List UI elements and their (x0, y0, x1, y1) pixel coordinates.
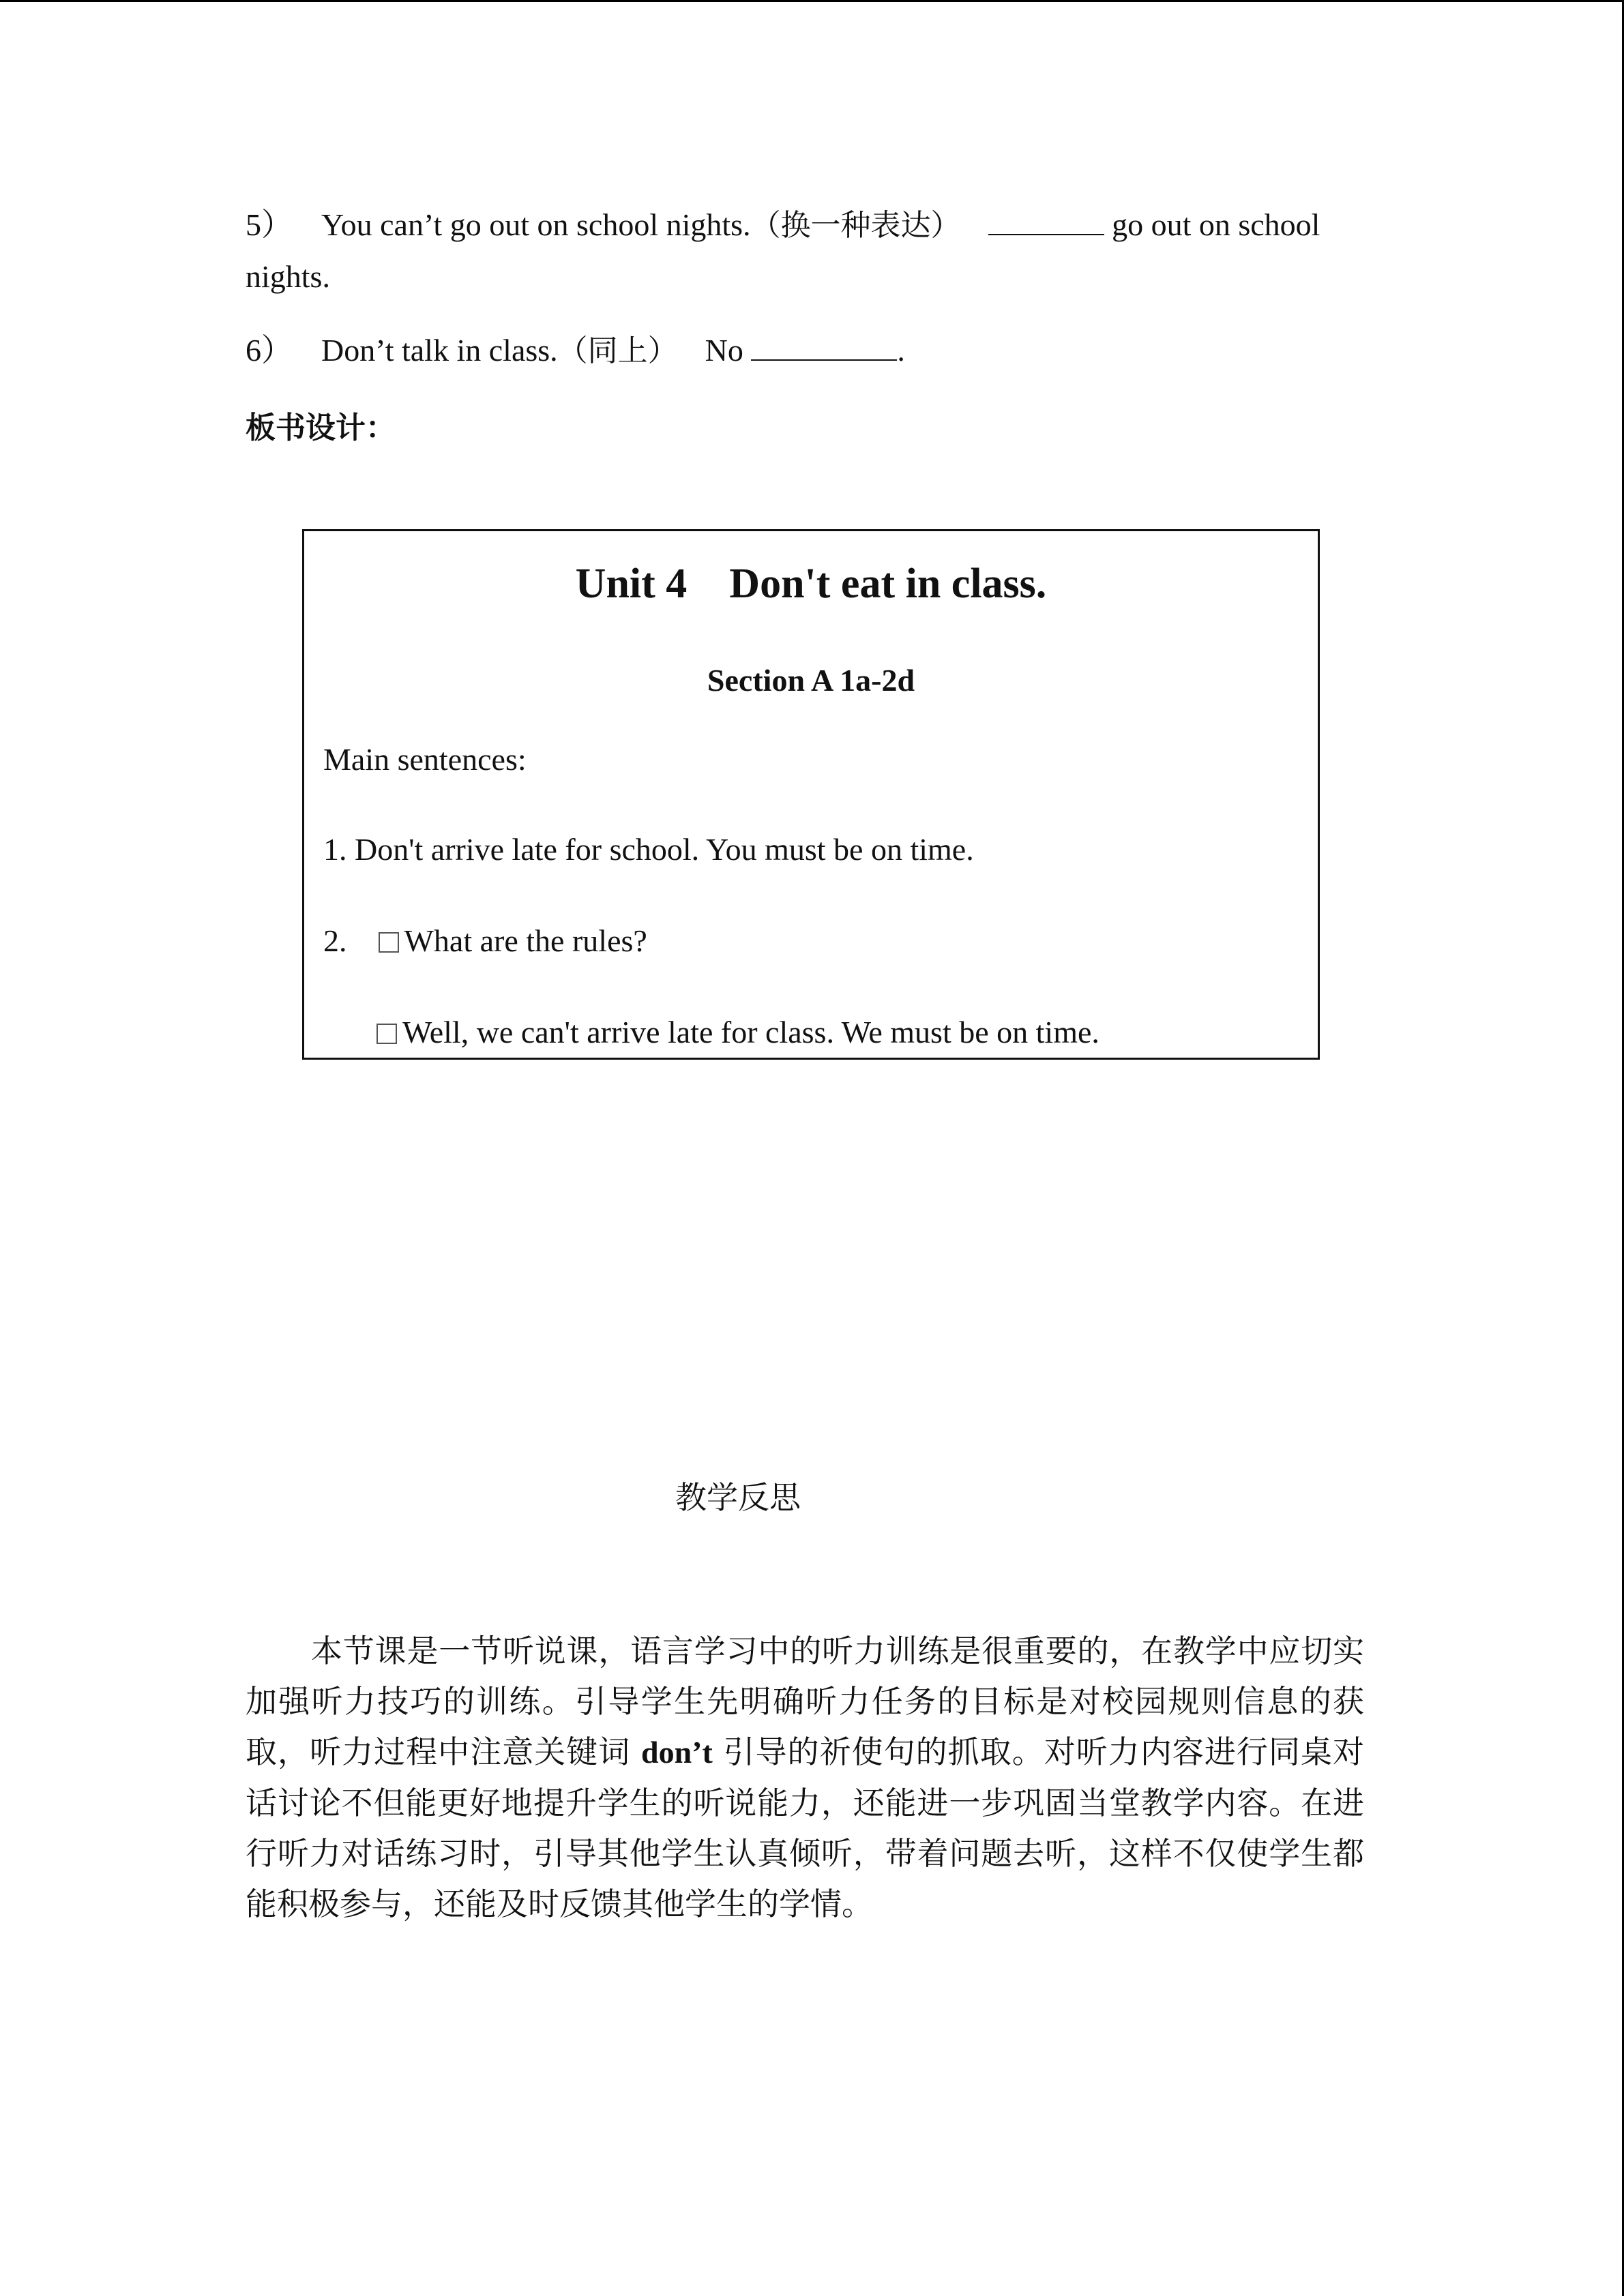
reflection-part-1: 本节课是一节听说课，语言学习中的听力训练是很重要的，在教学中应切实加强听力技巧的训练。引导学生先明确听力任务的目标是对校园规则信息的获取，听力过程中注意关键词 (246, 1632, 1364, 1770)
exercise-5-text: You can’t go out on school nights. (321, 207, 751, 242)
exercise-6 (246, 330, 905, 372)
board-sentence-2-answer-line (377, 1014, 1099, 1050)
board-design-box (302, 529, 1320, 1060)
reflection-part-2: 引导的祈使句的抓取。对听力内容进行同桌对话讨论不但能更好地提升学生的听说能力，还能进一步巩固当堂教学内容。在进行听力对话练习时，引导其他学生认真倾听，带着问题去听，这样不仅使学生都能积极参与，还能及时反馈其他学生的学情。 (246, 1733, 1365, 1922)
board-sentence-2 (323, 923, 647, 959)
exercise-6-number: 6） (246, 333, 293, 368)
page-top-border (0, 0, 1624, 2)
exercise-5-after-blank: go out on school (1112, 207, 1320, 242)
exercise-5-continuation: nights. (246, 259, 330, 294)
exercise-6-text: Don’t talk in class. (321, 333, 558, 368)
board-main-label: Main sentences: (323, 742, 527, 777)
board-sentence-2-question: What are the rules? (404, 923, 647, 958)
exercise-6-lead: No (705, 333, 743, 368)
board-section: Section A 1a-2d (707, 663, 915, 698)
exercise-5-blank (988, 207, 1104, 235)
exercise-6-note: （同上） (557, 333, 678, 368)
exercise-5-number: 5） (246, 207, 293, 242)
board-sentence-2-answer: Well, we can't arrive late for class. We must be on time. (402, 1015, 1099, 1049)
checkbox-icon (379, 932, 399, 953)
checkbox-icon (377, 1024, 397, 1044)
exercise-6-blank (751, 332, 897, 361)
reflection-paragraph (246, 1626, 1364, 1929)
board-sentence-1: 1. Don't arrive late for school. You must be on time. (323, 832, 974, 867)
board-title: Unit 4 Don't eat in class. (575, 561, 1047, 607)
reflection-heading: 教学反思 (675, 1479, 801, 1516)
board-design-label: 板书设计： (246, 411, 396, 445)
reflection-keyword: don’t (641, 1735, 713, 1770)
exercise-6-end: . (897, 333, 905, 368)
exercise-5-note: （换一种表达） (750, 208, 961, 243)
exercise-5 (246, 205, 1320, 246)
board-sentence-2-number: 2. (323, 923, 347, 958)
